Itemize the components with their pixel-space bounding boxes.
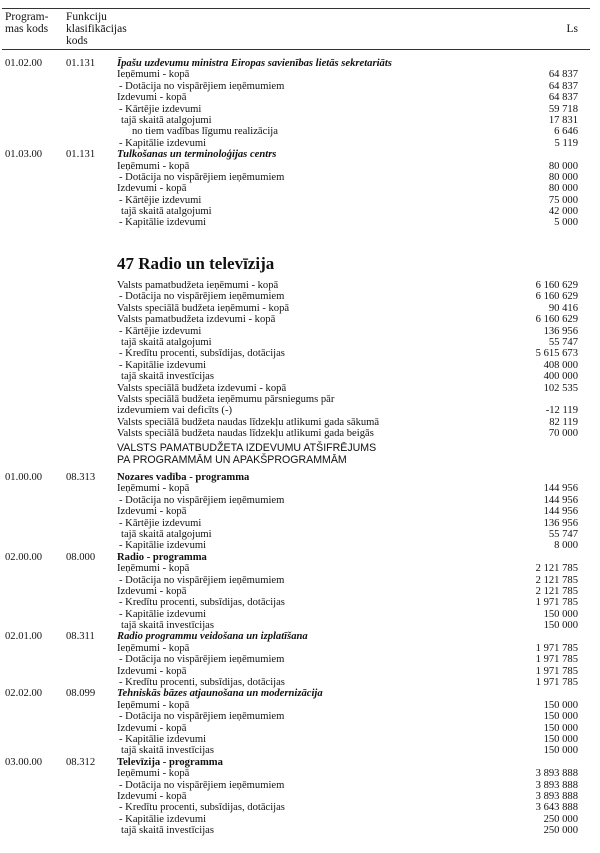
program-heading-row	[0, 149, 600, 160]
row-label: - Kapitālie izdevumi	[119, 733, 207, 745]
row-value: 6 160 629	[535, 280, 578, 291]
table-row	[0, 768, 600, 779]
row-label: tajā skaitā investīcijas	[121, 620, 214, 632]
row-value: 80 000	[548, 171, 578, 183]
row-label: - Kārtējie izdevumi	[119, 325, 202, 337]
table-row	[0, 700, 600, 711]
row-value: 6 646	[554, 126, 578, 138]
row-label: tajā skaitā atalgojumi	[121, 528, 212, 540]
program-code: 02.00.00	[5, 551, 43, 563]
breakdown-title-line: PA PROGRAMMĀM UN APAKŠPROGRAMMĀM	[117, 453, 347, 466]
table-row	[0, 802, 600, 813]
table-row	[0, 303, 600, 314]
row-label: izdevumiem vai deficīts (-)	[117, 405, 233, 417]
row-label: Valsts speciālā budžeta ieņēmumi - kopā	[117, 302, 290, 314]
row-value: 136 956	[543, 325, 578, 337]
table-row	[0, 609, 600, 620]
program-heading-row	[0, 757, 600, 768]
row-value: 90 416	[548, 302, 578, 314]
row-value: 3 893 888	[535, 768, 578, 780]
table-row	[0, 791, 600, 802]
row-label: tajā skaitā investīcijas	[121, 825, 214, 837]
table-row	[0, 383, 600, 394]
row-label: Valsts speciālā budžeta naudas līdzekļu atlikumi gada beigās	[117, 428, 374, 440]
table-row	[0, 405, 600, 416]
table-row	[0, 337, 600, 348]
row-value: 3 893 888	[535, 790, 578, 802]
row-value: 408 000	[543, 359, 578, 371]
program-code: 01.02.00	[5, 58, 43, 69]
table-row	[0, 92, 600, 103]
row-label: - Kārtējie izdevumi	[119, 103, 202, 115]
row-value: 150 000	[543, 608, 578, 620]
row-label: Ieņēmumi - kopā	[117, 768, 190, 780]
row-value: 2 121 785	[535, 585, 578, 597]
program-heading-row	[0, 631, 600, 642]
program-code: 02.01.00	[5, 631, 43, 643]
row-value: -12 119	[545, 405, 578, 417]
table-row	[0, 814, 600, 825]
row-label: - Kapitālie izdevumi	[119, 813, 207, 825]
table-row	[0, 428, 600, 439]
breakdown-title-line: VALSTS PAMATBUDŽETA IZDEVUMU ATŠIFRĒJUMS	[117, 442, 377, 454]
row-label: Valsts pamatbudžeta izdevumi - kopā	[117, 314, 276, 326]
row-label: tajā skaitā investīcijas	[121, 371, 214, 383]
row-value: 1 971 785	[535, 597, 578, 609]
table-row	[0, 495, 600, 506]
row-value: 150 000	[543, 745, 578, 757]
top-rule	[2, 8, 590, 9]
row-value: 70 000	[548, 428, 578, 440]
row-value: 75 000	[548, 194, 578, 206]
table-row	[0, 586, 600, 597]
row-label: Valsts speciālā budžeta naudas līdzekļu atlikumi gada sākumā	[117, 416, 380, 428]
function-code: 01.131	[66, 149, 96, 161]
row-label: - Kredītu procenti, subsīdijas, dotācijas	[119, 597, 285, 609]
table-row	[0, 745, 600, 756]
program-title: Radio - programma	[117, 551, 207, 563]
header-program-code	[5, 11, 48, 35]
row-label: Izdevumi - kopā	[117, 92, 187, 104]
row-label: Ieņēmumi - kopā	[117, 69, 190, 81]
table-row	[0, 723, 600, 734]
table-row	[0, 195, 600, 206]
row-value: 1 971 785	[535, 677, 578, 689]
table-row	[0, 575, 600, 586]
table-row	[0, 314, 600, 325]
table-row	[0, 291, 600, 302]
table-row	[0, 217, 600, 228]
program-title: Tulkošanas un terminoloģijas centrs	[117, 149, 277, 161]
row-value: 6 160 629	[535, 291, 578, 303]
row-value: 3 893 888	[535, 779, 578, 791]
table-row	[0, 172, 600, 183]
table-row	[0, 825, 600, 836]
bottom-blocks	[0, 472, 600, 837]
row-label: Ieņēmumi - kopā	[117, 483, 190, 495]
table-row	[0, 540, 600, 551]
row-label: Izdevumi - kopā	[117, 183, 187, 195]
table-row	[0, 518, 600, 529]
breakdown-title	[117, 443, 376, 466]
section-summary	[0, 280, 600, 439]
row-label: Izdevumi - kopā	[117, 790, 187, 802]
row-label: tajā skaitā atalgojumi	[121, 206, 212, 218]
row-value: 64 837	[548, 80, 578, 92]
row-label: no tiem vadības līgumu realizācija	[132, 126, 278, 138]
row-label: Izdevumi - kopā	[117, 506, 187, 518]
row-value: 64 837	[548, 69, 578, 81]
table-row	[0, 280, 600, 291]
table-row	[0, 371, 600, 382]
row-value: 55 747	[548, 336, 578, 348]
section-title: 47 Radio un televīzija	[117, 254, 275, 273]
row-value: 1 971 785	[535, 654, 578, 666]
row-label: - Kredītu procenti, subsīdijas, dotācijas	[119, 802, 285, 814]
table-row	[0, 115, 600, 126]
row-value: 250 000	[543, 813, 578, 825]
program-code: 01.00.00	[5, 472, 43, 483]
row-value: 17 831	[548, 114, 578, 126]
table-row	[0, 81, 600, 92]
row-value: 2 121 785	[535, 574, 578, 586]
row-value: 64 837	[548, 92, 578, 104]
row-value: 150 000	[543, 699, 578, 711]
function-code: 08.313	[66, 472, 96, 483]
row-label: Ieņēmumi - kopā	[117, 642, 190, 654]
row-value: 80 000	[548, 183, 578, 195]
row-label: tajā skaitā atalgojumi	[121, 114, 212, 126]
table-row	[0, 483, 600, 494]
row-value: 1 971 785	[535, 642, 578, 654]
table-row	[0, 506, 600, 517]
row-value: 144 956	[543, 494, 578, 506]
header-text: Funkciju	[66, 11, 107, 23]
table-row	[0, 394, 600, 405]
row-label: Ieņēmumi - kopā	[117, 699, 190, 711]
row-value: 82 119	[549, 416, 578, 428]
row-value: 42 000	[548, 206, 578, 218]
header-text: Program-	[5, 11, 49, 23]
row-label: tajā skaitā atalgojumi	[121, 336, 212, 348]
table-row	[0, 126, 600, 137]
program-title: Īpašu uzdevumu ministra Eiropas savienības lietās sekretariāts	[117, 58, 392, 69]
header-text: mas kods	[5, 23, 49, 35]
row-value: 8 000	[554, 540, 578, 552]
row-value: 55 747	[548, 528, 578, 540]
row-value: 144 956	[543, 483, 578, 495]
table-row	[0, 597, 600, 608]
table-row	[0, 734, 600, 745]
program-code: 02.02.00	[5, 688, 43, 700]
function-code: 01.131	[66, 58, 96, 69]
table-row	[0, 326, 600, 337]
program-title: Nozares vadība - programma	[117, 472, 250, 483]
table-row	[0, 138, 600, 149]
row-label: Ieņēmumi - kopā	[117, 563, 190, 575]
row-value: 150 000	[543, 711, 578, 723]
row-label: - Dotācija no vispārējiem ieņēmumiem	[119, 171, 285, 183]
table-row	[0, 348, 600, 359]
row-value: 250 000	[543, 825, 578, 837]
row-value: 3 643 888	[535, 802, 578, 814]
row-value: 59 718	[548, 103, 578, 115]
row-label: - Kapitālie izdevumi	[119, 608, 207, 620]
row-value: 80 000	[548, 160, 578, 172]
table-row	[0, 161, 600, 172]
row-label: Valsts speciālā budžeta ieņēmumu pārsniegums pār	[117, 393, 335, 405]
header-function-code	[66, 11, 127, 47]
row-label: - Dotācija no vispārējiem ieņēmumiem	[119, 654, 285, 666]
header-rule	[2, 49, 590, 50]
row-label: - Kredītu procenti, subsīdijas, dotācijas	[119, 677, 285, 689]
program-heading-row	[0, 552, 600, 563]
row-value: 136 956	[543, 517, 578, 529]
row-label: - Dotācija no vispārējiem ieņēmumiem	[119, 711, 285, 723]
row-value: 1 971 785	[535, 665, 578, 677]
row-label: Izdevumi - kopā	[117, 722, 187, 734]
top-blocks	[0, 58, 600, 229]
program-code: 03.00.00	[5, 756, 43, 768]
table-row	[0, 711, 600, 722]
row-label: - Kapitālie izdevumi	[119, 137, 207, 149]
row-label: Valsts speciālā budžeta izdevumi - kopā	[117, 382, 287, 394]
row-value: 6 160 629	[535, 314, 578, 326]
row-label: - Dotācija no vispārējiem ieņēmumiem	[119, 80, 285, 92]
row-label: - Dotācija no vispārējiem ieņēmumiem	[119, 574, 285, 586]
table-row	[0, 206, 600, 217]
function-code: 08.312	[66, 756, 96, 768]
row-value: 400 000	[543, 371, 578, 383]
table-row	[0, 104, 600, 115]
program-code: 01.03.00	[5, 149, 43, 161]
row-label: tajā skaitā investīcijas	[121, 745, 214, 757]
row-value: 2 121 785	[535, 563, 578, 575]
row-value: 5 615 673	[535, 348, 578, 360]
program-title: Televīzija - programma	[117, 756, 223, 768]
header-unit: Ls	[566, 23, 578, 35]
table-row	[0, 780, 600, 791]
row-label: - Kapitālie izdevumi	[119, 359, 207, 371]
header-text: klasifikācijas	[66, 23, 127, 35]
table-row	[0, 654, 600, 665]
table-row	[0, 183, 600, 194]
row-value: 150 000	[543, 722, 578, 734]
program-heading-row	[0, 58, 600, 69]
row-label: - Dotācija no vispārējiem ieņēmumiem	[119, 779, 285, 791]
row-label: - Dotācija no vispārējiem ieņēmumiem	[119, 291, 285, 303]
row-label: - Dotācija no vispārējiem ieņēmumiem	[119, 494, 285, 506]
row-value: 150 000	[543, 620, 578, 632]
table-row	[0, 620, 600, 631]
row-label: - Kārtējie izdevumi	[119, 194, 202, 206]
row-label: Izdevumi - kopā	[117, 585, 187, 597]
row-value: 102 535	[543, 382, 578, 394]
function-code: 08.311	[66, 631, 95, 643]
row-label: Valsts pamatbudžeta ieņēmumi - kopā	[117, 280, 279, 291]
header-text: kods	[66, 35, 88, 47]
program-heading-row	[0, 688, 600, 699]
program-title: Tehniskās bāzes atjaunošana un modernizācija	[117, 688, 323, 700]
table-row	[0, 69, 600, 80]
table-row	[0, 417, 600, 428]
function-code: 08.099	[66, 688, 96, 700]
row-value: 5 000	[554, 217, 578, 229]
row-value: 5 119	[554, 137, 578, 149]
row-label: - Kārtējie izdevumi	[119, 517, 202, 529]
table-row	[0, 643, 600, 654]
row-label: Izdevumi - kopā	[117, 665, 187, 677]
table-row	[0, 666, 600, 677]
table-row	[0, 360, 600, 371]
row-value: 144 956	[543, 506, 578, 518]
row-label: - Kapitālie izdevumi	[119, 217, 207, 229]
table-row	[0, 677, 600, 688]
program-heading-row	[0, 472, 600, 483]
table-row	[0, 563, 600, 574]
row-label: - Kapitālie izdevumi	[119, 540, 207, 552]
row-value: 150 000	[543, 733, 578, 745]
table-row	[0, 529, 600, 540]
row-label: - Kredītu procenti, subsīdijas, dotācijas	[119, 348, 285, 360]
program-title: Radio programmu veidošana un izplatīšana	[117, 631, 308, 643]
row-label: Ieņēmumi - kopā	[117, 160, 190, 172]
function-code: 08.000	[66, 551, 96, 563]
